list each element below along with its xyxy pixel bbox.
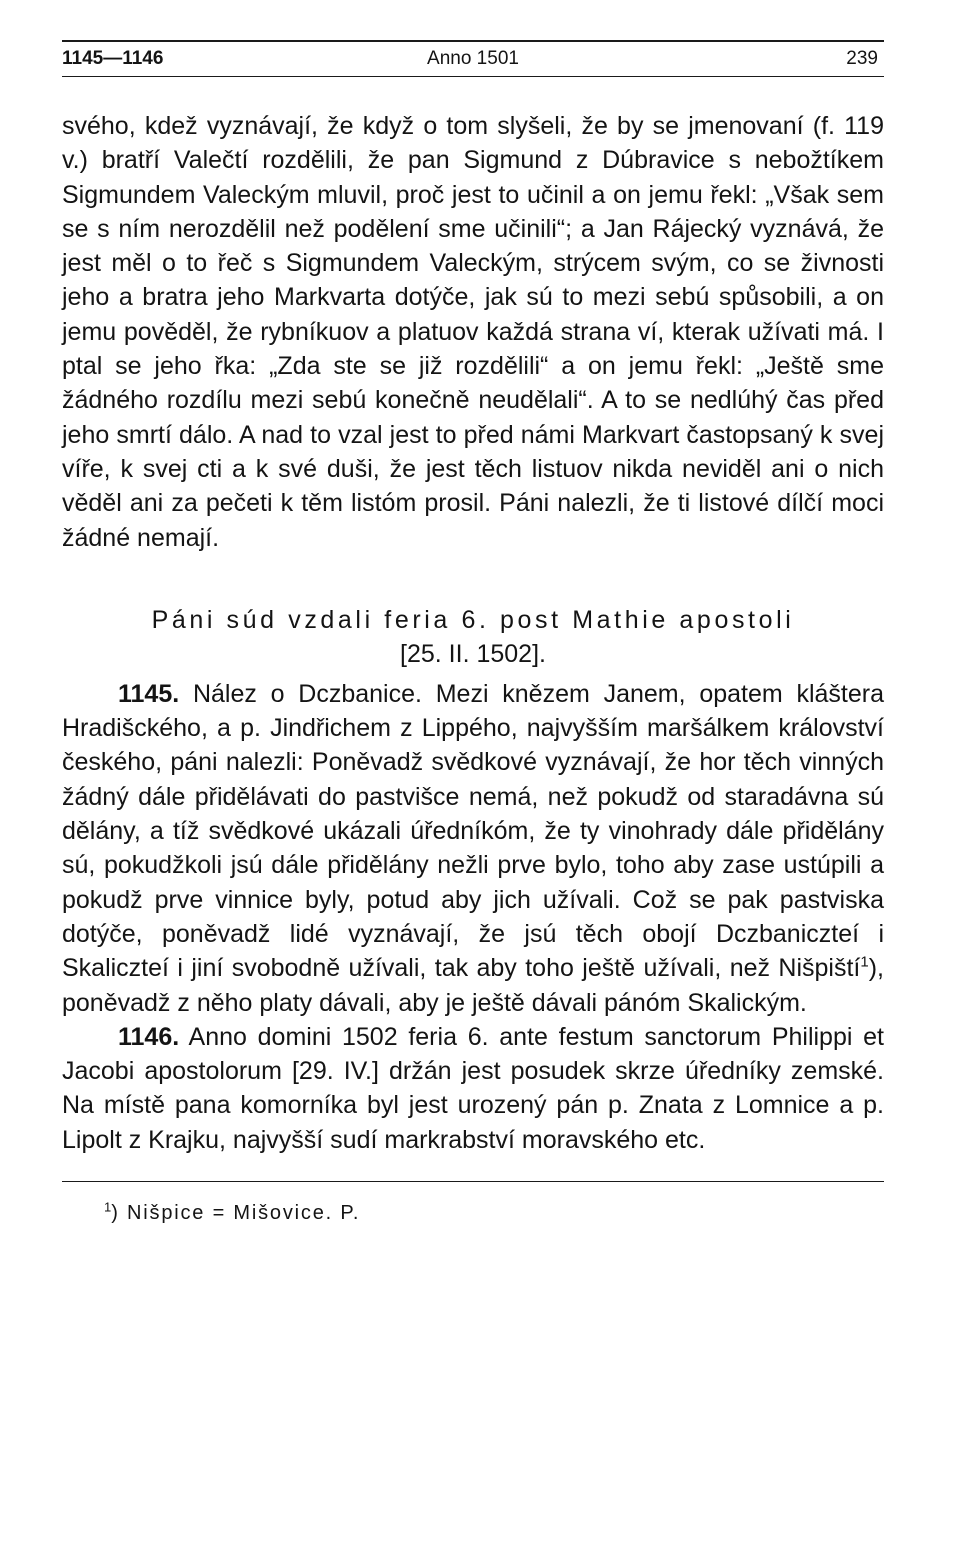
footnote-marker: 1 <box>104 1199 112 1215</box>
header-year: Anno 1501 <box>427 48 519 69</box>
running-header <box>62 40 884 77</box>
entry-text: Nález o Dczbanice. Mezi knězem Janem, opatem kláštera Hradišckého, a p. Jindřichem z Lippého, najvyšším maršálkem království českého, páni nalezli: Poněvadž svědkové vyznávají, že hor těch vinných žádný dále přidělávati do pastvišce nemá, než pokudž od staradávna sú dělány, a tíž svědkové ukázali úředníkóm, že ty vinohrady dále přidělány sú, pokudžkoli jsú dále přidělány nežli prve bylo, toho aby zase ustúpili a pokudž prve vinnice byly, potud aby jich užívali. Což se pak pastviska dotýče, poněvadž lidé vyznávají, že jsú těch obojí Dczbaniczteí i Skaliczteí i jiní svobodně užívali, tak aby toho ještě užívali, než Nišpiští <box>62 679 884 983</box>
entry-paragraph <box>62 1020 884 1157</box>
entry-1145 <box>62 677 884 1020</box>
entry-text: Anno domini 1502 feria 6. ante festum sanctorum Philippi et Jacobi apostolorum [29. IV.] držán jest posudek skrze úředníky zemské. Na místě pana komorníka byl jest urozený pán p. Znata z Lomnice a p. Lipolt z Krajku, najvyšší sudí markrabství moravského etc. <box>62 1022 884 1154</box>
continuation-paragraph <box>62 109 884 555</box>
section-date: [25. II. 1502]. <box>400 639 546 668</box>
document-page <box>62 40 884 1226</box>
entry-paragraph <box>62 677 884 1020</box>
section-heading: Páni súd vzdali feria 6. post Mathie apostoli <box>151 605 795 634</box>
entry-text-continued: ), poněvadž z něho platy dávali, aby je ještě dávali pánóm Skalickým. <box>62 954 884 1017</box>
continuation-text: svého, kdež vyznávají, že když o tom slyšeli, že by se jmenovaní (f. 119 v.) bratří Valečtí rozdělili, že pan Sigmund z Dúbravice s nebožtíkem Sigmundem Valeckým mluvil, proč jest to učinil a on jemu řekl: „Však sem se s ním nerozdělil než podělení sme učinili“; a Jan Rájecký vyznává, že jest měl o to řeč s Sigmundem Valeckým, strýcem svým, co se živnosti jeho a bratra jeho Markvarta dotýče, jak sú to mezi sebú spůsobili, a on jemu pověděl, že rybníkuov a platuov každá strana ví, kterak užívati má. I ptal se jeho řka: „Zda ste se již rozdělili“ a on jemu řekl: „Ještě sme žádného rozdílu mezi sebú konečně neudělali“. A to se nedlúhý čas před jeho smrtí dálo. A nad to vzal jest to před námi Markvart častopsaný k svej víře, k svej cti a k své duši, že jest těch listuov nikda neviděl ani o nich věděl ani za pečeti k těm listóm prosil. Páni nalezli, že ti listové dílčí moci žádné nemají. <box>62 112 884 552</box>
entry-number: 1146. <box>118 1022 180 1051</box>
footnote-reference[interactable]: 1 <box>860 953 869 971</box>
entry-1146 <box>62 1020 884 1157</box>
entry-number: 1145. <box>118 679 180 708</box>
page-number: 239 <box>846 48 878 69</box>
entry-range: 1145—1146 <box>62 48 164 69</box>
footnote-divider <box>62 1181 884 1182</box>
footnote <box>62 1200 884 1226</box>
footnote-text: ) Nišpice = Mišovice. P. <box>111 1202 361 1225</box>
